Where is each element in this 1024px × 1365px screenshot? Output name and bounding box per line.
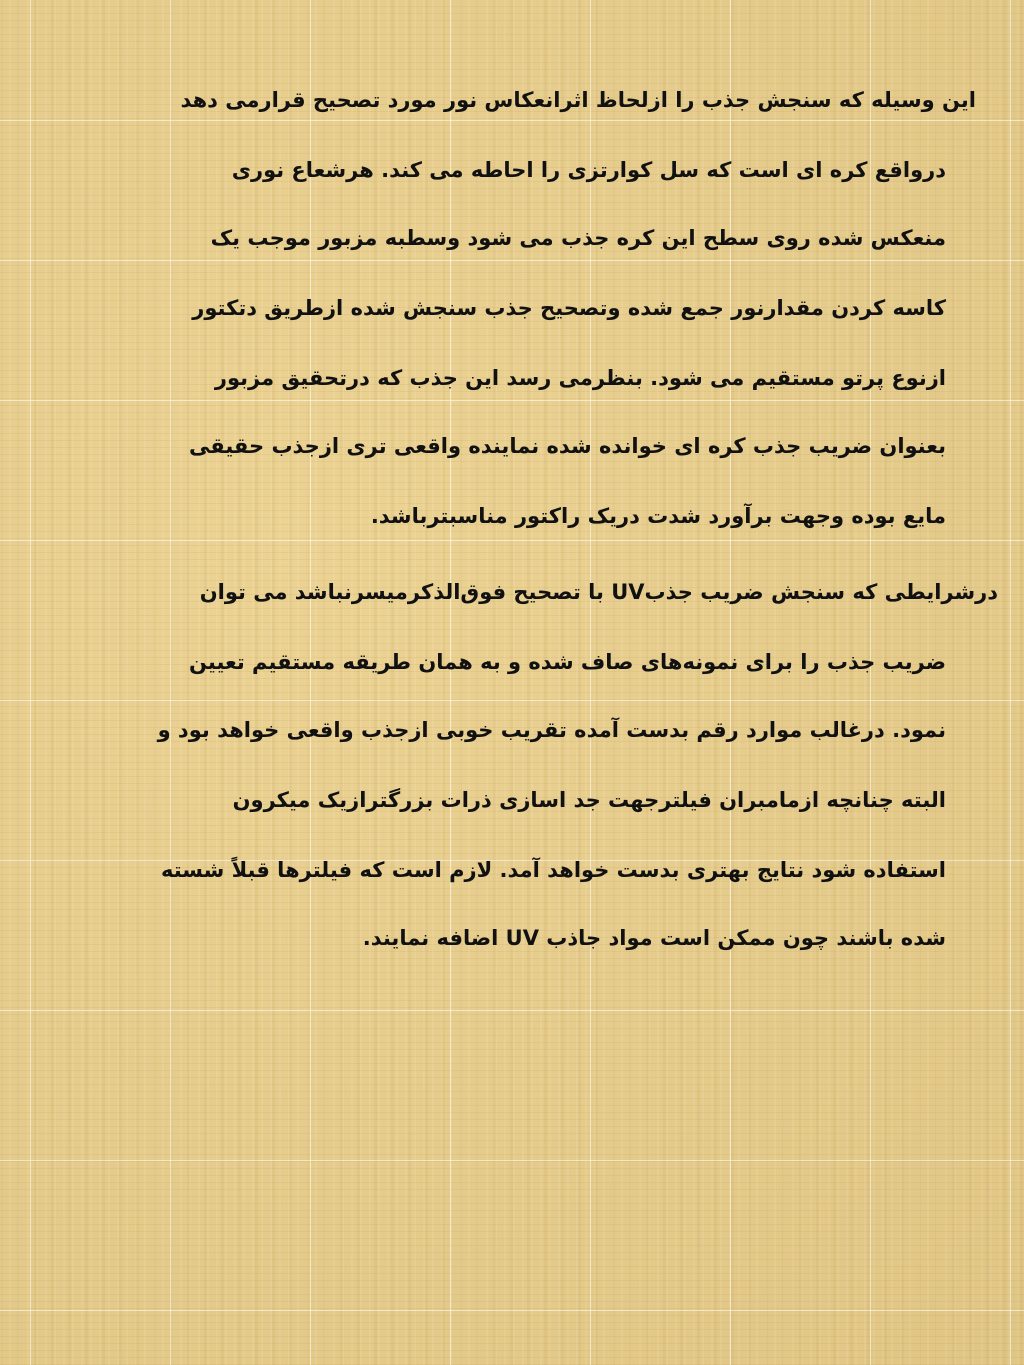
paragraph-1 [60,88,976,558]
paragraph-1-line: مایع بوده وجهت برآورد شدت دریک راکتور مناسبترباشد. [370,504,946,528]
grid-line [0,1010,1024,1011]
paragraph-1-line: منعکس شده روی سطح این کره جذب می شود وسطبه مزبور موجب یک [210,226,946,250]
paragraph-2-line: ضریب جذب را برای نمونه‌های صاف شده و به همان طریقه مستقیم تعیین [188,650,946,674]
grid-line [0,1310,1024,1311]
paragraph-2-line: شده باشند چون ممکن است مواد جاذب UV اضافه نمایند. [362,926,946,950]
paragraph-2-line: نمود. درغالب موارد رقم بدست آمده تقریب خوبی ازجذب واقعی خواهد بود و [157,718,946,742]
paragraph-1-line: بعنوان ضریب جذب کره ای خوانده شده نماینده واقعی تری ازجذب حقیقی [188,434,946,458]
paragraph-1-line: کاسه کردن مقدارنور جمع شده وتصحیح جذب سنجش شده ازطریق دتکتور [192,296,946,320]
paragraph-1-line: این وسیله که سنجش جذب را ازلحاظ اثرانعکاس نور مورد تصحیح قرارمی دهد [180,88,976,112]
paragraph-2-line: البته چنانچه ازمامبران فیلترجهت جد اسازی ذرات بزرگترازیک میکرون [232,788,946,812]
paragraph-2 [60,580,998,980]
grid-line [0,1160,1024,1161]
paragraph-1-line: ازنوع پرتو مستقیم می شود. بنظرمی رسد این جذب که درتحقیق مزبور [214,366,946,390]
paragraph-2-line: درشرایطی که سنجش ضریب جذبUV با تصحیح فوق‌الذکرمیسرنباشد می توان [199,580,998,604]
paragraph-2-line: استفاده شود نتایج بهتری بدست خواهد آمد. لازم است که فیلترها قبلاً شسته [160,858,946,882]
paragraph-1-line: درواقع کره ای است که سل کوارتزی را احاطه می کند. هرشعاع نوری [231,158,946,182]
